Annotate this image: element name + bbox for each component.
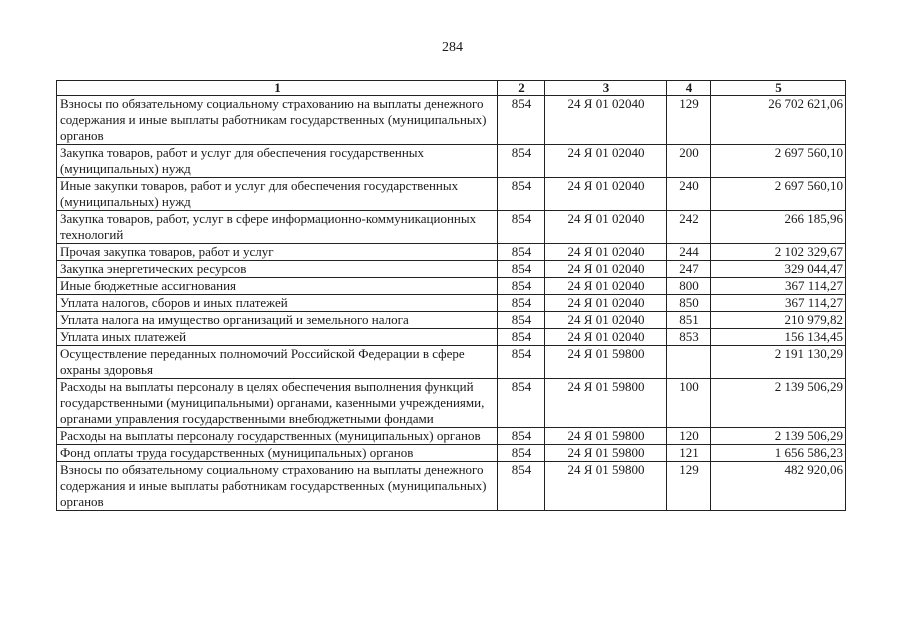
table-row	[57, 178, 846, 211]
row-type-cell: 244	[667, 244, 711, 261]
row-amount-cell: 2 102 329,67	[711, 244, 846, 261]
row-target-cell: 24 Я 01 02040	[545, 244, 667, 261]
row-code-cell: 854	[498, 96, 545, 145]
page-number: 284	[442, 40, 463, 55]
column-header-5: 5	[711, 81, 846, 96]
row-target-cell: 24 Я 01 59800	[545, 445, 667, 462]
row-target-cell: 24 Я 01 02040	[545, 261, 667, 278]
row-code-cell: 854	[498, 329, 545, 346]
row-name-cell: Иные бюджетные ассигнования	[57, 278, 498, 295]
table-row	[57, 211, 846, 244]
row-type-cell: 247	[667, 261, 711, 278]
row-type-cell	[667, 346, 711, 379]
row-type-cell: 240	[667, 178, 711, 211]
row-code-cell: 854	[498, 178, 545, 211]
row-code-cell: 854	[498, 462, 545, 511]
row-name-cell: Взносы по обязательному социальному страхованию на выплаты денежного содержания и иные выплаты работникам государственных (муниципальных) органов	[57, 462, 498, 511]
row-amount-cell: 2 191 130,29	[711, 346, 846, 379]
row-type-cell: 800	[667, 278, 711, 295]
row-target-cell: 24 Я 01 59800	[545, 428, 667, 445]
row-name-cell: Прочая закупка товаров, работ и услуг	[57, 244, 498, 261]
row-code-cell: 854	[498, 379, 545, 428]
row-amount-cell: 367 114,27	[711, 278, 846, 295]
row-name-cell: Уплата налогов, сборов и иных платежей	[57, 295, 498, 312]
row-amount-cell: 2 139 506,29	[711, 428, 846, 445]
row-amount-cell: 367 114,27	[711, 295, 846, 312]
table-row	[57, 379, 846, 428]
row-code-cell: 854	[498, 295, 545, 312]
header-row	[57, 81, 846, 96]
row-target-cell: 24 Я 01 02040	[545, 278, 667, 295]
row-name-cell: Закупка товаров, работ, услуг в сфере информационно-коммуникационных технологий	[57, 211, 498, 244]
row-target-cell: 24 Я 01 02040	[545, 96, 667, 145]
row-amount-cell: 266 185,96	[711, 211, 846, 244]
column-header-3: 3	[545, 81, 667, 96]
row-name-cell: Закупка энергетических ресурсов	[57, 261, 498, 278]
row-amount-cell: 26 702 621,06	[711, 96, 846, 145]
row-type-cell: 851	[667, 312, 711, 329]
row-type-cell: 129	[667, 462, 711, 511]
row-target-cell: 24 Я 01 02040	[545, 145, 667, 178]
table-row	[57, 428, 846, 445]
table-row	[57, 346, 846, 379]
budget-table	[56, 80, 846, 511]
row-code-cell: 854	[498, 145, 545, 178]
row-type-cell: 200	[667, 145, 711, 178]
row-name-cell: Осуществление переданных полномочий Российской Федерации в сфере охраны здоровья	[57, 346, 498, 379]
row-amount-cell: 482 920,06	[711, 462, 846, 511]
row-type-cell: 121	[667, 445, 711, 462]
row-amount-cell: 329 044,47	[711, 261, 846, 278]
table-row	[57, 295, 846, 312]
row-amount-cell: 2 139 506,29	[711, 379, 846, 428]
row-code-cell: 854	[498, 261, 545, 278]
column-header-2: 2	[498, 81, 545, 96]
row-target-cell: 24 Я 01 02040	[545, 329, 667, 346]
table-row	[57, 329, 846, 346]
row-code-cell: 854	[498, 312, 545, 329]
row-code-cell: 854	[498, 244, 545, 261]
row-target-cell: 24 Я 01 59800	[545, 379, 667, 428]
row-code-cell: 854	[498, 445, 545, 462]
row-type-cell: 120	[667, 428, 711, 445]
table-row	[57, 445, 846, 462]
row-type-cell: 100	[667, 379, 711, 428]
row-type-cell: 850	[667, 295, 711, 312]
row-code-cell: 854	[498, 278, 545, 295]
table-row	[57, 462, 846, 511]
table-row	[57, 278, 846, 295]
row-name-cell: Иные закупки товаров, работ и услуг для обеспечения государственных (муниципальных) нужд	[57, 178, 498, 211]
row-type-cell: 129	[667, 96, 711, 145]
row-amount-cell: 1 656 586,23	[711, 445, 846, 462]
row-code-cell: 854	[498, 211, 545, 244]
column-header-1: 1	[57, 81, 498, 96]
row-amount-cell: 2 697 560,10	[711, 145, 846, 178]
row-code-cell: 854	[498, 346, 545, 379]
column-header-4: 4	[667, 81, 711, 96]
row-type-cell: 853	[667, 329, 711, 346]
row-type-cell: 242	[667, 211, 711, 244]
row-name-cell: Расходы на выплаты персоналу государственных (муниципальных) органов	[57, 428, 498, 445]
row-target-cell: 24 Я 01 02040	[545, 211, 667, 244]
row-target-cell: 24 Я 01 59800	[545, 462, 667, 511]
row-code-cell: 854	[498, 428, 545, 445]
row-name-cell: Фонд оплаты труда государственных (муниципальных) органов	[57, 445, 498, 462]
row-name-cell: Уплата иных платежей	[57, 329, 498, 346]
table-row	[57, 312, 846, 329]
row-name-cell: Закупка товаров, работ и услуг для обеспечения государственных (муниципальных) нужд	[57, 145, 498, 178]
row-name-cell: Уплата налога на имущество организаций и земельного налога	[57, 312, 498, 329]
row-target-cell: 24 Я 01 02040	[545, 295, 667, 312]
row-target-cell: 24 Я 01 02040	[545, 178, 667, 211]
row-amount-cell: 2 697 560,10	[711, 178, 846, 211]
row-target-cell: 24 Я 01 59800	[545, 346, 667, 379]
table-row	[57, 96, 846, 145]
row-amount-cell: 210 979,82	[711, 312, 846, 329]
row-target-cell: 24 Я 01 02040	[545, 312, 667, 329]
table-row	[57, 261, 846, 278]
table-row	[57, 244, 846, 261]
row-name-cell: Расходы на выплаты персоналу в целях обеспечения выполнения функций государственными (муниципальными) органами, казенными учреждениями, органами управления государственными внебюджетными фондами	[57, 379, 498, 428]
table-row	[57, 145, 846, 178]
row-name-cell: Взносы по обязательному социальному страхованию на выплаты денежного содержания и иные выплаты работникам государственных (муниципальных) органов	[57, 96, 498, 145]
row-amount-cell: 156 134,45	[711, 329, 846, 346]
